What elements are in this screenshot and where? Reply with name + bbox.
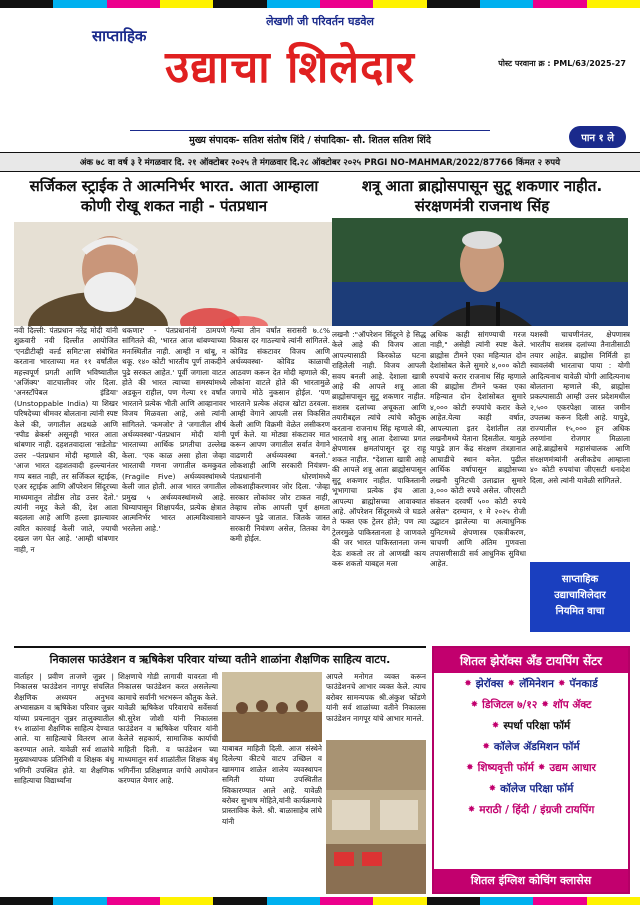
- bullet-star-icon: ✸: [507, 678, 516, 689]
- ad-service-item: उद्यम आधार: [549, 761, 596, 774]
- ad-service-item: कॉलेज ॲडमिशन फॉर्म: [493, 740, 580, 753]
- story2-column-3: यशस्वी चाचणीनंतर, क्षेपणास्त्र भारतीय सशस्त्र दलांच्या तैनातीसाठी तयार आहेत. ब्राह्मोस निर्मिती हा स्वावलंबी भारताचा पाया : योगी आदित्यनाथ यावेळी योगी आदित्यनाथ बोलताना म्हणाले की, ब्राह्मोस प्रकल्पासाठी आम्ही उत्तर प्रदेशमधील २,५०० एकरपेक्षा जास्त जमीन उपलब्ध करून दिली आहे. यापुढे, राज्यातील १५,००० हून अधिक तरुणांना रोजगार मिळाला आहे.ब्राह्मोसचे महासंचालक आणि संरक्षणमंत्र्यांनी अलीकडेच आम्हाला ४० कोटी रुपयांचा जीएसटी धनादेश दिला, असे त्यांनी यावेळी सांगितले.: [530, 330, 630, 485]
- page-number-badge: पान १ ले: [569, 126, 626, 148]
- masthead: [0, 10, 640, 150]
- pm-photo: [14, 222, 332, 326]
- color-registration-bar-top: [0, 0, 640, 8]
- section-divider: [14, 646, 426, 648]
- bullet-star-icon: ✸: [464, 678, 472, 689]
- story3-headline: निकालस फाउंडेशन व ऋषिकेश परिवार यांच्या वतीने शाळांना शैक्षणिक साहित्य वाटप.: [49, 653, 391, 666]
- issue-dateline: अंक ७८ वा वर्ष ३ रे मंगळवार दि. २१ ऑक्टोबर २०२५ ते मंगळवार दि.२८ ऑक्टोबर २०२५ PRGI NO-MAHMAR/2022/87766 किंमत २ रुपये: [0, 152, 640, 172]
- story3-column-1: वार्ताहर | प्रवीण ताजणे जुन्नर | निकालस फाउंडेशन नागपूर संचलित शैक्षणिक अध्ययन अनुभव अभ्यासक्रम व ऋषिकेश परिवार जुन्नर यांच्या प्रयत्नातून जुन्नर तालुक्यातील १५ शाळांना शैक्षणिक साहित्य देण्यात आले. या साहित्याचे वितरण आज करण्यात आले. यावेळी सर्व शाळांचे मुख्याध्यापक प्रतिनिधी व शिक्षक बंधू भगिनी उपस्थित होते. या शैक्षणिक साहित्याचा विद्यार्थ्यांना: [14, 672, 114, 786]
- ad-service-row: [434, 715, 628, 736]
- ad-services-list: [434, 673, 628, 820]
- event-group-image: [222, 672, 322, 742]
- bullet-star-icon: ✸: [488, 783, 497, 794]
- ad-service-row: [434, 694, 628, 715]
- story2-headline: शत्रू आता ब्राह्मोसपासून सुटू शकणार नाहीत. संरक्षणमंत्री राजनाथ सिंह: [361, 177, 603, 215]
- ad-service-row: [434, 778, 628, 799]
- story3-column-4: आपले मनोगत व्यक्त करून फाउंडेशनचे आभार व्यक्त केले. त्याच बरोबर सामन्यपक श्री.अंकुश फोंडणे यांनी सर्व शाळांच्या वतीने निकालस फाउंडेशन नागपूर यांचे आभार मानले.: [326, 672, 426, 723]
- story1-column-2: थकणार' - पंतप्रधानांनी ठामपणे सांगितले की, 'भारत आज थांबण्याच्या मनःस्थितीत नाही. आम्ही न थांबू, न थकू. १४० कोटी भारतीय पूर्ण ताकदीने पुढे सरकत आहेत.' पूर्वी जगाला वाटत होते की भारत त्याच्या समस्यांमध्ये अडकून राहील, पण गेल्या ११ वर्षांत भारताने प्रत्येक भीती आणि आव्हानावर विजय मिळवला आहे, असे त्यांनी सांगितले. 'कमजोर' ते 'जगातील शीर्ष अर्थव्यवस्था'-पंतप्रधान मोदी यांनी भारताच्या आर्थिक प्रगतीचा उल्लेख केला. 'एक काळ असा होता जेव्हा भारताची गणना जगातील कमकुवत (Fragile Five) अर्थव्यवस्थांमध्ये केली जात होती. आज भारत जगातील प्रमुख ५ अर्थव्यवस्थांमध्ये आहे. धिम्यापासून शिक्षापर्यंत, प्रत्येक क्षेत्रात आत्मनिर्भर भारत आत्मविश्वासाने भरलेला आहे.': [122, 326, 226, 533]
- bullet-star-icon: ✸: [491, 720, 500, 731]
- bullet-star-icon: ✸: [541, 699, 549, 710]
- color-registration-bar-bottom: [0, 897, 640, 905]
- ad-service-item: झेरॉक्स: [475, 677, 504, 690]
- ad-service-item: शॉप ॲक्ट: [552, 698, 592, 711]
- bullet-star-icon: ✸: [482, 741, 490, 752]
- story1-column-3: गेल्या तीन वर्षांत सरासरी ७.८% विकास दर गाठल्याचे त्यांनी सांगितले. कोविड संकटावर विजय आणि अर्थव्यवस्था- कोविड काळाची आठवण करून देत मोदी म्हणाले की, लोकांना वाटले होते की भारतामुळे जगाचे मोठे नुकसान होईल. 'पण भारताने प्रत्येक अंदाज खोटा ठरवला. आम्ही वेगाने आपली लस विकसित केली आणि विक्रमी वेळेत लसीकरण पूर्ण केले. या मोठ्या संकटावर मात करून आपण जगातील सर्वात वेगाने वाढणारी अर्थव्यवस्था बनलो.' लोकशाही आणि सरकारी नियंत्रण- पंतप्रधानांनी धोरणांमध्ये लोकशाहीकरणावर जोर दिला. 'जेव्हा सरकार लोकांवर जोर टाकत नाही, तेव्हाच लोक आपली पूर्ण क्षमता वापरून पुढे जातात. जितके जास्त सरकारी नियंत्रण असेल, तितका वेग कमी होईल.: [230, 326, 330, 544]
- bullet-star-icon: ✸: [466, 762, 474, 773]
- event-photo-1: [222, 672, 322, 742]
- ad-service-item: कॉलेज परिक्षा फॉर्म: [500, 782, 574, 795]
- defence-minister-portrait-image: [332, 218, 628, 326]
- ad-service-item: स्पर्धा परिक्षा फॉर्म: [503, 719, 571, 732]
- ad-title: शितल झेरॉक्स अँड टायपिंग सेंटर: [434, 648, 628, 673]
- story1-column-1: नवी दिल्ली: पंतप्रधान नरेंद्र मोदी यांनी शुक्रवारी नवी दिल्लीत आयोजित 'एनडीटीव्ही वर्ल्ड समिट'ला संबोधित करताना भारताच्या मत ११ वर्षांतील महत्त्वपूर्ण प्रगती आणि भविष्यातील 'अजिंक्य' वाटचालीवर जोर दिला. 'अनस्टॉपेबल इंडिया' (Unstoppable India) या शिखर परिषदेच्या थीमवर बोलताना त्यांनी स्पष्ट केले की, जगातील अडथळे आणि 'स्पीड ब्रेकर्स' असूनही भारत आता थांबणार नाही. दहशतवादाला 'सडेतोड' उत्तर –पंतप्रधान मोदी म्हणाले की, 'आज भारत दहशतवादी हल्ल्यानंतर गप्प बसत नाही, तर सर्जिकल स्ट्राईक, एअर स्ट्राईक आणि ऑपरेशन सिंदूरच्या माध्यमातून तोडीस तोड उत्तर देतो.' त्यांनी नमूद केले की, देश आता बदलला आहे आणि हल्ला झाल्यावर त्वरित कारवाई केली जाते, ज्याची दखल जग घेत आहे. 'आम्ही थांबणार नाही, न: [14, 326, 118, 554]
- story2-column-1: लखनौ :"ऑपरेशन सिंदूरने हे सिद्ध केले आहे की विजय आता आपल्यासाठी किरकोळ घटना राहिलेली नाही. विजय आपली सवय बनली आहे. देशाला खात्री आहे की आपले शत्रू आता ब्राह्मोसपासून सुटू शकणार नाहीत. सशस्त्र दलांच्या अचूकता आणि तयारीबद्दल त्यांचे त्यांचे कौतुक करताना राजनाथ सिंह म्हणाले की, भारताचे शत्रू आता देशाच्या प्रगत क्षेपणास्त्र क्षमतांपासून दूर राहू शकत नाहीत. "देशाला खात्री आहे की आपले शत्रू आता ब्राह्मोसपासून सुटू शकणार नाहीत. पाकिस्तानी भूभागाचा प्रत्येक इंच आता आपल्या ब्राह्मोसच्या आवाक्यात आहे. ऑपरेशन सिंदूरमध्ये जे घडले ते फक्त एक ट्रेलर होते; पण त्या ट्रेलरमुळे पाकिस्तानला हे जाणवले की जर भारत पाकिस्तानला जन्म देऊ शकतो तर तो आणखी काय करू शकतो याबद्दल मला: [332, 330, 426, 568]
- newspaper-title: उद्याचा शिलेदार: [165, 42, 415, 93]
- tagline: लेखणी जी परिवर्तन घडवेल: [266, 15, 374, 28]
- ad-service-item: शिष्यवृत्ती फॉर्म: [477, 761, 534, 774]
- bullet-star-icon: ✸: [470, 699, 479, 710]
- pm-portrait-image: [14, 222, 332, 326]
- ad-service-row: [434, 736, 628, 757]
- ad-service-item: पॅनकार्ड: [569, 677, 598, 690]
- ad-service-item: मराठी / हिंदी / इंग्रजी टायपिंग: [479, 803, 595, 816]
- bullet-star-icon: ✸: [467, 804, 476, 815]
- event-classroom-image: [326, 740, 426, 894]
- promo-line-1: साप्ताहिक: [561, 574, 599, 585]
- ad-service-item: लॅमिनेशन: [519, 677, 554, 690]
- bullet-star-icon: ✸: [537, 762, 546, 773]
- story1-headline: सर्जिकल स्ट्राईक ते आत्मनिर्भर भारत. आता आम्हाला कोणी रोखू शकत नाही - पंतप्रधान: [29, 177, 319, 215]
- bullet-star-icon: ✸: [557, 678, 566, 689]
- promo-line-3: नियमित वाचा: [555, 606, 605, 617]
- subscribe-promo-box: [530, 562, 630, 632]
- promo-line-2: उद्याचाशिलेदार: [554, 590, 606, 601]
- ad-service-item: डिजिटल ७/१२: [482, 698, 538, 711]
- postal-licence: पोस्ट परवाना क्र : PML/63/2025-27: [498, 59, 626, 68]
- story3-column-3: याबाबत माहिती दिली. आज संस्थेने दिलेल्या कीटचे वाटप उच्छिल व खामगाव शाळेत शालेय व्यवस्थापन समिती यांच्या उपस्थितीत स्विकारण्यात आले आहे. यावेळी बरोबर सुभाष मोहिते,यांनी कार्यक्रमाचे प्रास्ताविक केले. श्री. बाळासाहेब लांघे यांनी: [222, 744, 322, 826]
- ad-service-row: [434, 757, 628, 778]
- editors-line: मुख्य संपादक- सतिश संतोष शिंदे / संपादिका- सौ. शितल सतिश शिंदे: [130, 130, 490, 146]
- defence-minister-photo: [332, 218, 628, 326]
- ad-footer: शितल इंग्लिश कोचिंग क्लासेस: [434, 869, 628, 892]
- xerox-typing-center-ad: [432, 646, 630, 894]
- ad-service-row: [434, 799, 628, 820]
- story3-column-2: शिक्षणाचे गोडी लागावी यावरता मी निकालस फाउंडेशन करत असलेल्या कामाचे सर्वांनी भरभरून कौतुक केले. यावेळी ऋषिकेश परिवाराचे सर्वेसर्वा श्री.सुरेश जोशी यांनी निकालस फाउंडेशन व ऋषिकेश परिवार यांनी केलेले सहकार्य, सामाजिक कार्याची माहिती दिली. व फाउंडेशन च्या माध्यमातून सर्व शाळांतील शिक्षक बंधू भगिनींना प्रशिक्षणात वर्गाचे आयोजन करण्यात येणार आहे.: [118, 672, 218, 786]
- story2-column-2: अधिक काही सांगण्याची गरज नाही," असेही त्यांनी स्पष्ट केले. ब्राह्मोस टीमने एका महिन्यात दोन देशांसोबत केलेे सुमारे ४,००० कोटी रुपयांचे करार राजनाथ सिंह म्हणाले की ब्राह्मोस टीमने फक्त एका महिन्यात दोन देशांसोबत सुमारे ४,००० कोटी रुपयांचे करार केले आहेत.येत्या काही वर्षात, आपल्याला इतर देशांतील तज्ञ लखनौमध्ये येताना दिसतील. यामुळे यापुढे ज्ञान केंद्र संरक्षण तंत्रज्ञानात आघाडीचे स्थान बनेल. पुढील आर्थिक वर्षापासून ब्राह्मोसच्या लखनौ युनिटची उलाढाल सुमारे ३,००० कोटी रुपये असेल. जीएसटी संकलन दरवर्षी ५०० कोटी रुपये असेल" दरम्यान, १ मे २०२५ रोजी उद्घाटन झालेल्या या अत्याधुनिक युनिटमध्ये क्षेपणास्त्र एकत्रीकरण, चाचणी आणि अंतिम गुणवत्ता तपासणीसाठी सर्व आधुनिक सुविधा आहेत.: [430, 330, 526, 568]
- event-photo-2: [326, 740, 426, 894]
- ad-service-row: [434, 673, 628, 694]
- weekly-label: साप्ताहिक: [92, 27, 147, 45]
